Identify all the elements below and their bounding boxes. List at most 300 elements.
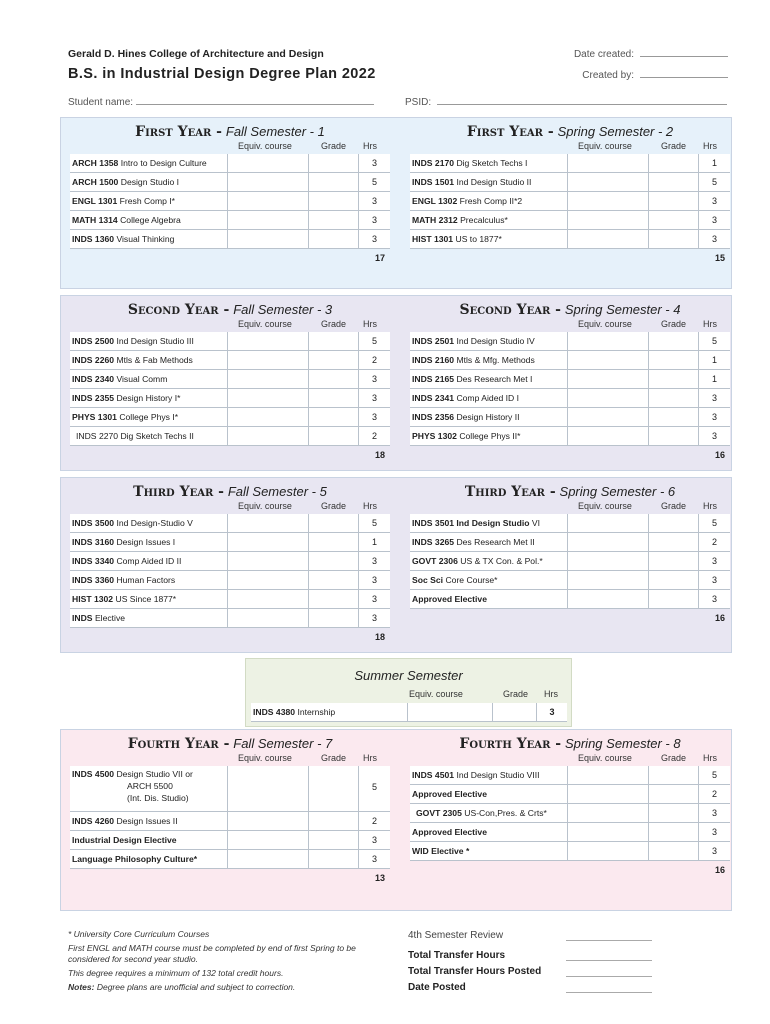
course-title: Visual Comm	[116, 374, 168, 384]
equiv-course-cell[interactable]	[567, 766, 649, 784]
course-name	[72, 374, 167, 384]
course-title: Design Studio VII or	[116, 769, 193, 779]
grade-cell[interactable]	[309, 766, 359, 811]
course-code: INDS 3160	[72, 537, 115, 547]
course-alt-title: (Int. Dis. Studio)	[127, 793, 189, 803]
grade-cell[interactable]	[649, 192, 699, 210]
hours-value: 3	[371, 575, 377, 585]
column-headers	[70, 753, 390, 765]
equiv-course-cell[interactable]	[567, 427, 649, 445]
course-rows	[410, 154, 730, 249]
grade-cell[interactable]	[649, 154, 699, 172]
course-title: Design Issues I	[116, 537, 176, 547]
grade-cell[interactable]	[309, 211, 359, 229]
psid-blank[interactable]	[437, 96, 727, 105]
equiv-course-header: Equiv. course	[578, 319, 632, 329]
course-code: Soc Sci	[412, 575, 444, 585]
psid-field[interactable]	[405, 96, 727, 108]
semester-total-hours: 16	[714, 865, 725, 875]
created-by-blank[interactable]	[640, 69, 728, 78]
equiv-course-cell[interactable]	[567, 230, 649, 248]
course-code: INDS 2355	[72, 393, 115, 403]
date-posted-line[interactable]	[408, 982, 658, 998]
equiv-course-cell[interactable]	[227, 230, 309, 248]
course-name	[412, 158, 527, 168]
total-posted-label: Total Transfer Hours Posted	[408, 966, 542, 977]
course-title: Des Research Met II	[456, 537, 535, 547]
hours-value: 5	[371, 782, 377, 792]
equiv-course-cell[interactable]	[567, 533, 649, 551]
course-rows	[70, 514, 390, 628]
equiv-course-cell[interactable]	[567, 389, 649, 407]
equiv-course-cell[interactable]	[227, 192, 309, 210]
equiv-course-cell[interactable]	[227, 590, 309, 608]
course-code: ENGL 1301	[72, 196, 118, 206]
grade-cell[interactable]	[649, 427, 699, 445]
grade-cell[interactable]	[309, 831, 359, 849]
student-name-field[interactable]	[68, 96, 374, 108]
semester-label: Fall Semester - 5	[227, 484, 327, 499]
hours-value: 3	[371, 854, 377, 864]
equiv-course-cell[interactable]	[227, 427, 309, 445]
course-code: Language Philosophy Culture*	[72, 854, 198, 864]
equiv-course-cell[interactable]	[227, 850, 309, 868]
equiv-course-cell[interactable]	[227, 609, 309, 627]
course-name	[72, 518, 193, 528]
course-name	[412, 827, 487, 837]
course-rows	[410, 766, 730, 861]
hrs-header: Hrs	[703, 753, 717, 763]
hrs-header: Hrs	[703, 501, 717, 511]
hours-value: 2	[711, 537, 717, 547]
grade-cell[interactable]	[309, 230, 359, 248]
grade-cell[interactable]	[649, 514, 699, 532]
course-row	[410, 192, 730, 211]
hours-value: 3	[711, 215, 717, 225]
equiv-course-cell[interactable]	[227, 173, 309, 191]
grade-header: Grade	[321, 753, 347, 763]
grade-cell[interactable]	[309, 192, 359, 210]
course-row	[410, 211, 730, 230]
course-name	[412, 789, 487, 799]
date-created-field[interactable]	[574, 48, 728, 60]
grade-header: Grade	[321, 319, 347, 329]
course-rows	[70, 154, 390, 249]
course-title: Fresh Comp I*	[119, 196, 176, 206]
equiv-course-header: Equiv. course	[238, 753, 292, 763]
date-posted-blank[interactable]	[566, 992, 652, 993]
course-row	[70, 154, 390, 173]
semester-review-label: 4th Semester Review	[408, 930, 504, 941]
equiv-course-header: Equiv. course	[409, 689, 463, 699]
course-row	[70, 590, 390, 609]
equiv-course-cell[interactable]	[567, 351, 649, 369]
equiv-course-cell[interactable]	[227, 370, 309, 388]
equiv-course-header: Equiv. course	[578, 501, 632, 511]
column-headers	[410, 141, 730, 153]
course-title: Ind Design Studio IV	[456, 336, 535, 346]
course-row	[70, 427, 390, 446]
equiv-course-cell[interactable]	[227, 332, 309, 350]
hrs-header: Hrs	[544, 689, 558, 699]
course-title: Design Issues II	[116, 816, 178, 826]
course-row	[410, 154, 730, 173]
semester-label: Spring Semester - 8	[564, 736, 681, 751]
semester-label: Spring Semester - 6	[559, 484, 676, 499]
date-created-blank[interactable]	[640, 48, 728, 57]
grade-cell[interactable]	[309, 332, 359, 350]
course-code: HIST 1301	[412, 234, 454, 244]
semester-title	[70, 301, 390, 318]
column-headers	[410, 501, 730, 513]
footnote-core: * University Core Curriculum Courses	[68, 929, 210, 939]
grade-cell[interactable]	[309, 173, 359, 191]
semester-label: Fall Semester - 1	[225, 124, 325, 139]
grade-cell[interactable]	[649, 590, 699, 608]
degree-title: B.S. in Industrial Design Degree Plan 2022	[68, 66, 376, 82]
grade-cell[interactable]	[649, 173, 699, 191]
course-name	[72, 196, 175, 206]
course-title: College Algebra	[120, 215, 181, 225]
semester-title	[70, 123, 390, 140]
total-transfer-line[interactable]	[408, 950, 658, 966]
footnote-notes	[68, 982, 388, 993]
equiv-course-cell[interactable]	[567, 842, 649, 860]
hours-value: 3	[711, 393, 717, 403]
column-headers	[410, 753, 730, 765]
course-row	[410, 427, 730, 446]
grade-cell[interactable]	[649, 370, 699, 388]
equiv-course-cell[interactable]	[567, 823, 649, 841]
course-name	[412, 355, 535, 365]
course-title: US & TX Con. & Pol.*	[460, 556, 543, 566]
course-row	[70, 552, 390, 571]
course-rows	[70, 332, 390, 446]
equiv-course-header: Equiv. course	[238, 501, 292, 511]
equiv-course-cell[interactable]	[567, 370, 649, 388]
equiv-course-cell[interactable]	[407, 703, 493, 721]
grade-header: Grade	[503, 689, 529, 699]
course-name	[412, 846, 469, 856]
grade-cell[interactable]	[649, 389, 699, 407]
total-posted-blank[interactable]	[566, 976, 652, 977]
course-code: INDS 4500	[72, 769, 115, 779]
hours-value: 5	[371, 177, 377, 187]
hours-value: 2	[711, 789, 717, 799]
course-name	[412, 575, 498, 585]
course-alt-code: ARCH 5500	[127, 781, 173, 791]
hours-value: 3	[371, 613, 377, 623]
course-row	[70, 230, 390, 249]
equiv-course-cell[interactable]	[567, 173, 649, 191]
grade-cell[interactable]	[309, 370, 359, 388]
course-code: INDS	[76, 431, 97, 441]
grade-cell[interactable]	[649, 552, 699, 570]
semester-title	[410, 483, 730, 500]
equiv-course-cell[interactable]	[227, 351, 309, 369]
course-rows	[410, 514, 730, 609]
grade-cell[interactable]	[309, 609, 359, 627]
total-transfer-blank[interactable]	[566, 960, 652, 961]
equiv-course-cell[interactable]	[227, 571, 309, 589]
equiv-course-cell[interactable]	[227, 766, 309, 811]
semester-total-hours: 17	[374, 253, 385, 263]
course-name	[72, 215, 181, 225]
course-row	[410, 590, 730, 609]
course-code: INDS 2340	[72, 374, 115, 384]
course-code: MATH 1314	[72, 215, 118, 225]
semester-label: Fall Semester - 7	[233, 736, 333, 751]
semester-title	[410, 301, 730, 318]
course-code: INDS 1360	[72, 234, 115, 244]
notes-label: Notes:	[68, 982, 95, 992]
semester-total-hours: 18	[374, 450, 385, 460]
course-title: US-Con,Pres. & Crts*	[464, 808, 547, 818]
hours-value: 3	[711, 196, 717, 206]
grade-cell[interactable]	[649, 842, 699, 860]
course-code: WID Elective *	[412, 846, 470, 856]
hours-value: 3	[711, 556, 717, 566]
course-row	[410, 766, 730, 785]
semester-label: Spring Semester - 2	[557, 124, 674, 139]
semester-review-blank[interactable]	[566, 940, 652, 941]
course-name	[76, 431, 194, 441]
course-title: Des Research Met I	[456, 374, 533, 384]
course-code: ARCH 1358	[72, 158, 119, 168]
course-code: INDS 1501	[412, 177, 455, 187]
grade-cell[interactable]	[649, 533, 699, 551]
course-name	[72, 768, 193, 804]
hours-value: 3	[371, 196, 377, 206]
course-name	[72, 575, 175, 585]
equiv-course-cell[interactable]	[567, 590, 649, 608]
equiv-course-cell[interactable]	[567, 552, 649, 570]
course-code: Approved Elective	[412, 594, 487, 604]
course-row	[410, 514, 730, 533]
course-title: Ind Design Studio VIII	[456, 770, 540, 780]
year-label: Fourth Year -	[127, 736, 230, 752]
course-name	[412, 393, 519, 403]
course-code: Approved Elective	[412, 827, 487, 837]
course-title: Internship	[297, 707, 336, 717]
course-code: MATH 2312	[412, 215, 458, 225]
course-title: Mtls & Fab Methods	[116, 355, 193, 365]
course-row	[70, 812, 390, 831]
grade-cell[interactable]	[649, 230, 699, 248]
grade-cell[interactable]	[309, 552, 359, 570]
course-name	[412, 196, 522, 206]
course-title: Ind Design-Studio V	[116, 518, 193, 528]
equiv-course-cell[interactable]	[567, 571, 649, 589]
course-code: INDS 2160	[412, 355, 455, 365]
equiv-course-cell[interactable]	[567, 514, 649, 532]
semester-label: Fall Semester - 3	[233, 302, 333, 317]
hrs-header: Hrs	[703, 141, 717, 151]
course-title: Design Studio I	[120, 177, 180, 187]
equiv-course-cell[interactable]	[227, 831, 309, 849]
course-name	[412, 518, 540, 528]
hours-value: 3	[711, 827, 717, 837]
equiv-course-cell[interactable]	[567, 211, 649, 229]
grade-cell[interactable]	[649, 823, 699, 841]
equiv-course-cell[interactable]	[227, 812, 309, 830]
grade-cell[interactable]	[309, 812, 359, 830]
course-name	[72, 594, 176, 604]
hours-value: 3	[371, 412, 377, 422]
hrs-header: Hrs	[363, 141, 377, 151]
grade-cell[interactable]	[309, 154, 359, 172]
course-title: Mtls & Mfg. Methods	[456, 355, 535, 365]
course-code: INDS 3340	[72, 556, 115, 566]
course-title: Visual Thinking	[116, 234, 175, 244]
course-row	[410, 173, 730, 192]
hours-value: 3	[371, 234, 377, 244]
grade-cell[interactable]	[309, 850, 359, 868]
semester-title	[410, 123, 730, 140]
summer-rows	[251, 703, 567, 722]
equiv-course-header: Equiv. course	[578, 141, 632, 151]
course-code: INDS 2260	[72, 355, 115, 365]
course-name	[416, 808, 547, 818]
course-row	[70, 332, 390, 351]
year-label: Second Year -	[459, 302, 561, 318]
column-headers	[410, 319, 730, 331]
total-posted-line[interactable]	[408, 966, 658, 982]
equiv-course-cell[interactable]	[227, 154, 309, 172]
course-row	[410, 370, 730, 389]
year-label: Second Year -	[127, 302, 230, 318]
semester-title	[70, 483, 390, 500]
equiv-course-cell[interactable]	[567, 154, 649, 172]
equiv-course-cell[interactable]	[227, 533, 309, 551]
grade-cell[interactable]	[309, 351, 359, 369]
equiv-course-cell[interactable]	[567, 785, 649, 803]
grade-cell[interactable]	[309, 389, 359, 407]
course-code: PHYS 1302	[412, 431, 457, 441]
equiv-course-header: Equiv. course	[238, 141, 292, 151]
student-name-label: Student name:	[68, 97, 134, 108]
student-name-blank[interactable]	[136, 96, 374, 105]
course-code: INDS 2501	[412, 336, 455, 346]
semester-total-hours: 16	[714, 450, 725, 460]
grade-cell[interactable]	[309, 533, 359, 551]
equiv-course-cell[interactable]	[567, 332, 649, 350]
grade-cell[interactable]	[309, 408, 359, 426]
course-code: INDS 4260	[72, 816, 115, 826]
hours-value: 5	[371, 518, 377, 528]
grade-cell[interactable]	[649, 804, 699, 822]
course-row	[410, 332, 730, 351]
course-title: College Phys II*	[459, 431, 521, 441]
grade-cell[interactable]	[309, 571, 359, 589]
created-by-label: Created by:	[582, 70, 634, 81]
grade-cell[interactable]	[649, 766, 699, 784]
grade-cell[interactable]	[649, 408, 699, 426]
equiv-course-cell[interactable]	[227, 389, 309, 407]
course-row	[410, 823, 730, 842]
course-name	[412, 234, 502, 244]
course-row	[70, 850, 390, 869]
course-name	[72, 177, 179, 187]
hours-value: 3	[371, 215, 377, 225]
course-title: Elective	[94, 613, 126, 623]
grade-cell[interactable]	[493, 703, 537, 721]
course-name	[72, 234, 174, 244]
course-row	[410, 230, 730, 249]
semester-total-hours: 16	[714, 613, 725, 623]
course-row	[70, 766, 390, 812]
grade-cell[interactable]	[649, 332, 699, 350]
grade-cell[interactable]	[649, 785, 699, 803]
summer-column-headers	[246, 689, 571, 701]
course-row	[70, 389, 390, 408]
course-name	[72, 613, 125, 623]
equiv-course-cell[interactable]	[227, 552, 309, 570]
course-row	[70, 533, 390, 552]
hours-value: 1	[371, 537, 377, 547]
hours-value: 3	[711, 594, 717, 604]
course-code: INDS 2356	[412, 412, 455, 422]
course-name	[72, 537, 175, 547]
course-name	[72, 816, 178, 826]
course-name	[72, 355, 193, 365]
course-row	[70, 571, 390, 590]
course-title: College Phys I*	[119, 412, 179, 422]
course-code: INDS 4501	[412, 770, 455, 780]
equiv-course-cell[interactable]	[567, 408, 649, 426]
grade-cell[interactable]	[309, 514, 359, 532]
grade-cell[interactable]	[649, 351, 699, 369]
course-title: Dig Sketch Techs I	[456, 158, 528, 168]
hours-value: 3	[711, 234, 717, 244]
hours-value: 2	[371, 431, 377, 441]
course-name	[412, 431, 520, 441]
course-row	[410, 842, 730, 861]
hours-value: 5	[711, 518, 717, 528]
course-row	[70, 831, 390, 850]
created-by-field[interactable]	[582, 69, 728, 81]
hrs-header: Hrs	[363, 753, 377, 763]
grade-cell[interactable]	[649, 211, 699, 229]
course-code: GOVT 2306	[412, 556, 458, 566]
course-name	[253, 707, 335, 717]
equiv-course-cell[interactable]	[227, 211, 309, 229]
column-headers	[70, 141, 390, 153]
course-title: Ind Design Studio III	[116, 336, 194, 346]
equiv-course-cell[interactable]	[227, 514, 309, 532]
equiv-course-cell[interactable]	[567, 192, 649, 210]
equiv-course-cell[interactable]	[567, 804, 649, 822]
grade-header: Grade	[321, 141, 347, 151]
course-title: Precalculus*	[460, 215, 508, 225]
course-title: Design History I*	[116, 393, 181, 403]
grade-cell[interactable]	[309, 590, 359, 608]
course-row	[70, 514, 390, 533]
hours-value: 1	[711, 374, 717, 384]
grade-cell[interactable]	[309, 427, 359, 445]
course-code: INDS 3500	[72, 518, 115, 528]
year-label: First Year -	[466, 124, 554, 140]
equiv-course-cell[interactable]	[227, 408, 309, 426]
hours-value: 3	[371, 393, 377, 403]
course-rows	[70, 766, 390, 869]
course-name	[72, 854, 197, 864]
course-row	[70, 173, 390, 192]
course-code: INDS 2165	[412, 374, 455, 384]
grade-cell[interactable]	[649, 571, 699, 589]
semester-review-line[interactable]	[408, 930, 658, 946]
course-row	[70, 408, 390, 427]
